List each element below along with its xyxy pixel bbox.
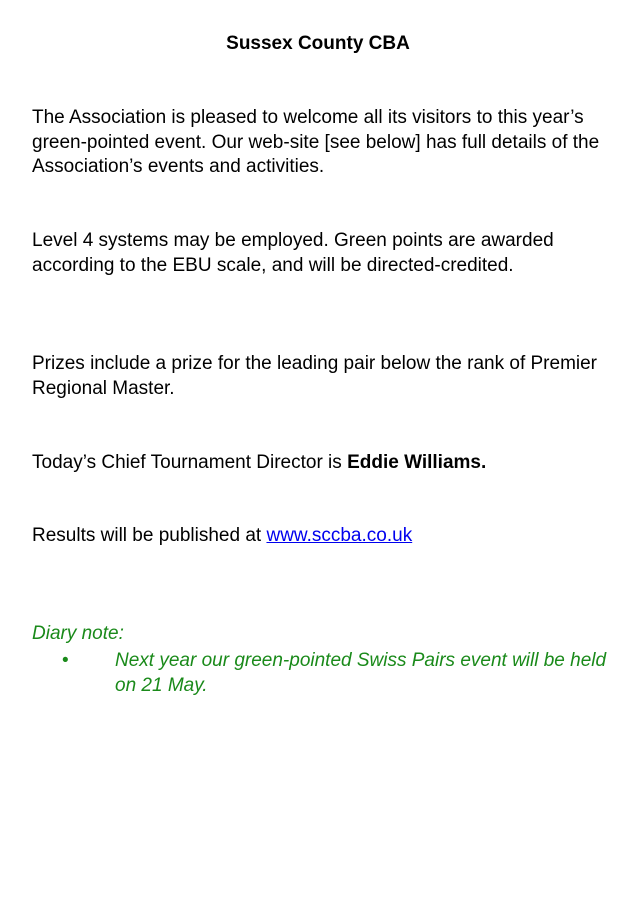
- page-title: Sussex County CBA: [226, 33, 410, 54]
- systems-paragraph: Level 4 systems may be employed. Green points are awarded according to the EBU scale, and will be directed-credited.: [32, 230, 554, 276]
- diary-item-text: Next year our green-pointed Swiss Pairs event will be held on 21 May.: [115, 650, 607, 696]
- website-link[interactable]: www.sccba.co.uk: [266, 525, 413, 546]
- director-name: Eddie Williams.: [347, 452, 487, 473]
- prizes-paragraph: Prizes include a prize for the leading pair below the rank of Premier Regional Master.: [32, 353, 598, 399]
- results-paragraph: [32, 524, 612, 549]
- diary-heading: Diary note:: [32, 623, 124, 644]
- list-item: [32, 649, 612, 698]
- results-prefix: Results will be published at: [32, 525, 267, 546]
- director-prefix: Today’s Chief Tournament Director is: [32, 452, 348, 473]
- diary-list: [32, 649, 612, 698]
- bullet-icon: •: [62, 650, 69, 671]
- welcome-paragraph: The Association is pleased to welcome all its visitors to this year’s green-pointed event. Our web-site [see below] has full details of the Association’s events and activities.: [32, 107, 600, 177]
- director-paragraph: [32, 451, 612, 476]
